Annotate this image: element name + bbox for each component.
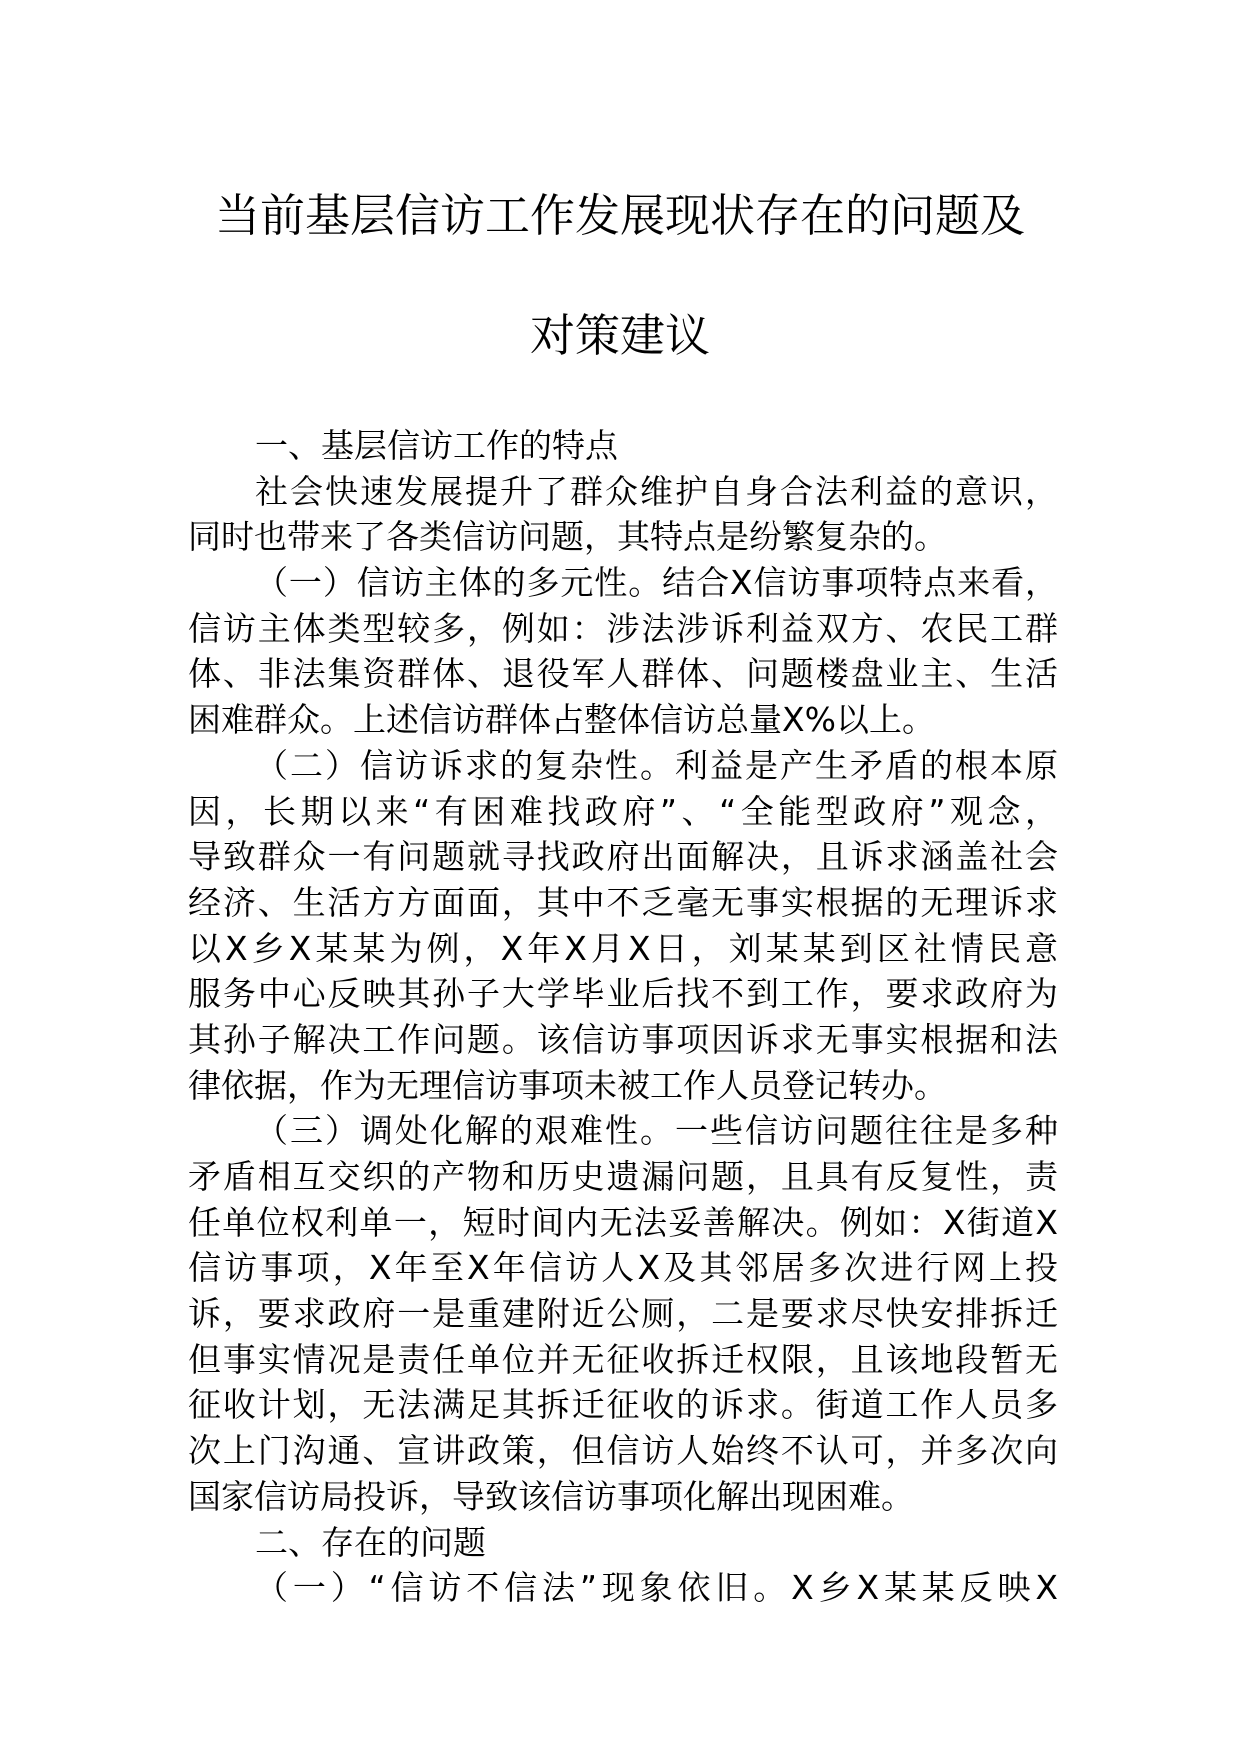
text-line: 征收计划，无法满足其拆迁征收的诉求。街道工作人员多: [188, 1385, 1058, 1425]
text-line: 信访事项，X年至X年信访人X及其邻居多次进行网上投: [188, 1248, 1058, 1288]
text-line: 因，长期以来“有困难找政府”、“全能型政府”观念，: [188, 791, 1058, 831]
text-line: （二）信访诉求的复杂性。利益是产生矛盾的根本原: [255, 745, 1058, 785]
section-heading: 一、基层信访工作的特点: [255, 426, 618, 465]
text-line: 国家信访局投诉，导致该信访事项化解出现困难。: [188, 1476, 914, 1516]
text-line: 体、非法集资群体、退役军人群体、问题楼盘业主、生活: [188, 654, 1058, 694]
text-line: 诉，要求政府一是重建附近公厕，二是要求尽快安排拆迁: [188, 1294, 1058, 1334]
text-line: （一）“信访不信法”现象依旧。X乡X某某反映X: [255, 1568, 1058, 1608]
text-line: 信访主体类型较多，例如：涉法涉诉利益双方、农民工群: [188, 608, 1058, 648]
text-line: 矛盾相互交织的产物和历史遗漏问题，且具有反复性，责: [188, 1157, 1058, 1196]
text-line: 同时也带来了各类信访问题，其特点是纷繁复杂的。: [188, 517, 947, 557]
text-line: 导致群众一有问题就寻找政府出面解决，且诉求涵盖社会: [188, 837, 1058, 877]
text-line: 任单位权利单一，短时间内无法妥善解决。例如：X街道X: [188, 1202, 1058, 1242]
text-line: 律依据，作为无理信访事项未被工作人员登记转办。: [188, 1065, 947, 1105]
text-line: 其孙子解决工作问题。该信访事项因诉求无事实根据和法: [188, 1019, 1058, 1059]
section-heading: 二、存在的问题: [255, 1522, 486, 1562]
document-title-line-2: 对策建议: [529, 309, 710, 362]
document-title-line-1: 当前基层信访工作发展现状存在的问题及: [214, 189, 1025, 242]
text-line: 以X乡X某某为例，X年X月X日，刘某某到区社情民意: [188, 928, 1058, 968]
document-body: [188, 423, 1058, 1611]
text-line: 次上门沟通、宣讲政策，但信访人始终不认可，并多次向: [188, 1431, 1058, 1471]
text-line: 困难群众。上述信访群体占整体信访总量X%以上。: [188, 700, 935, 740]
text-line: 经济、生活方方面面，其中不乏毫无事实根据的无理诉求: [188, 882, 1058, 922]
text-line: （一）信访主体的多元性。结合X信访事项特点来看，: [255, 563, 1058, 603]
text-line: （三）调处化解的艰难性。一些信访问题往往是多种: [255, 1111, 1058, 1151]
text-line: 但事实情况是责任单位并无征收拆迁权限，且该地段暂无: [188, 1339, 1058, 1379]
text-line: 社会快速发展提升了群众维护自身合法利益的意识，: [255, 471, 1058, 511]
text-line: 服务中心反映其孙子大学毕业后找不到工作，要求政府为: [188, 974, 1058, 1014]
